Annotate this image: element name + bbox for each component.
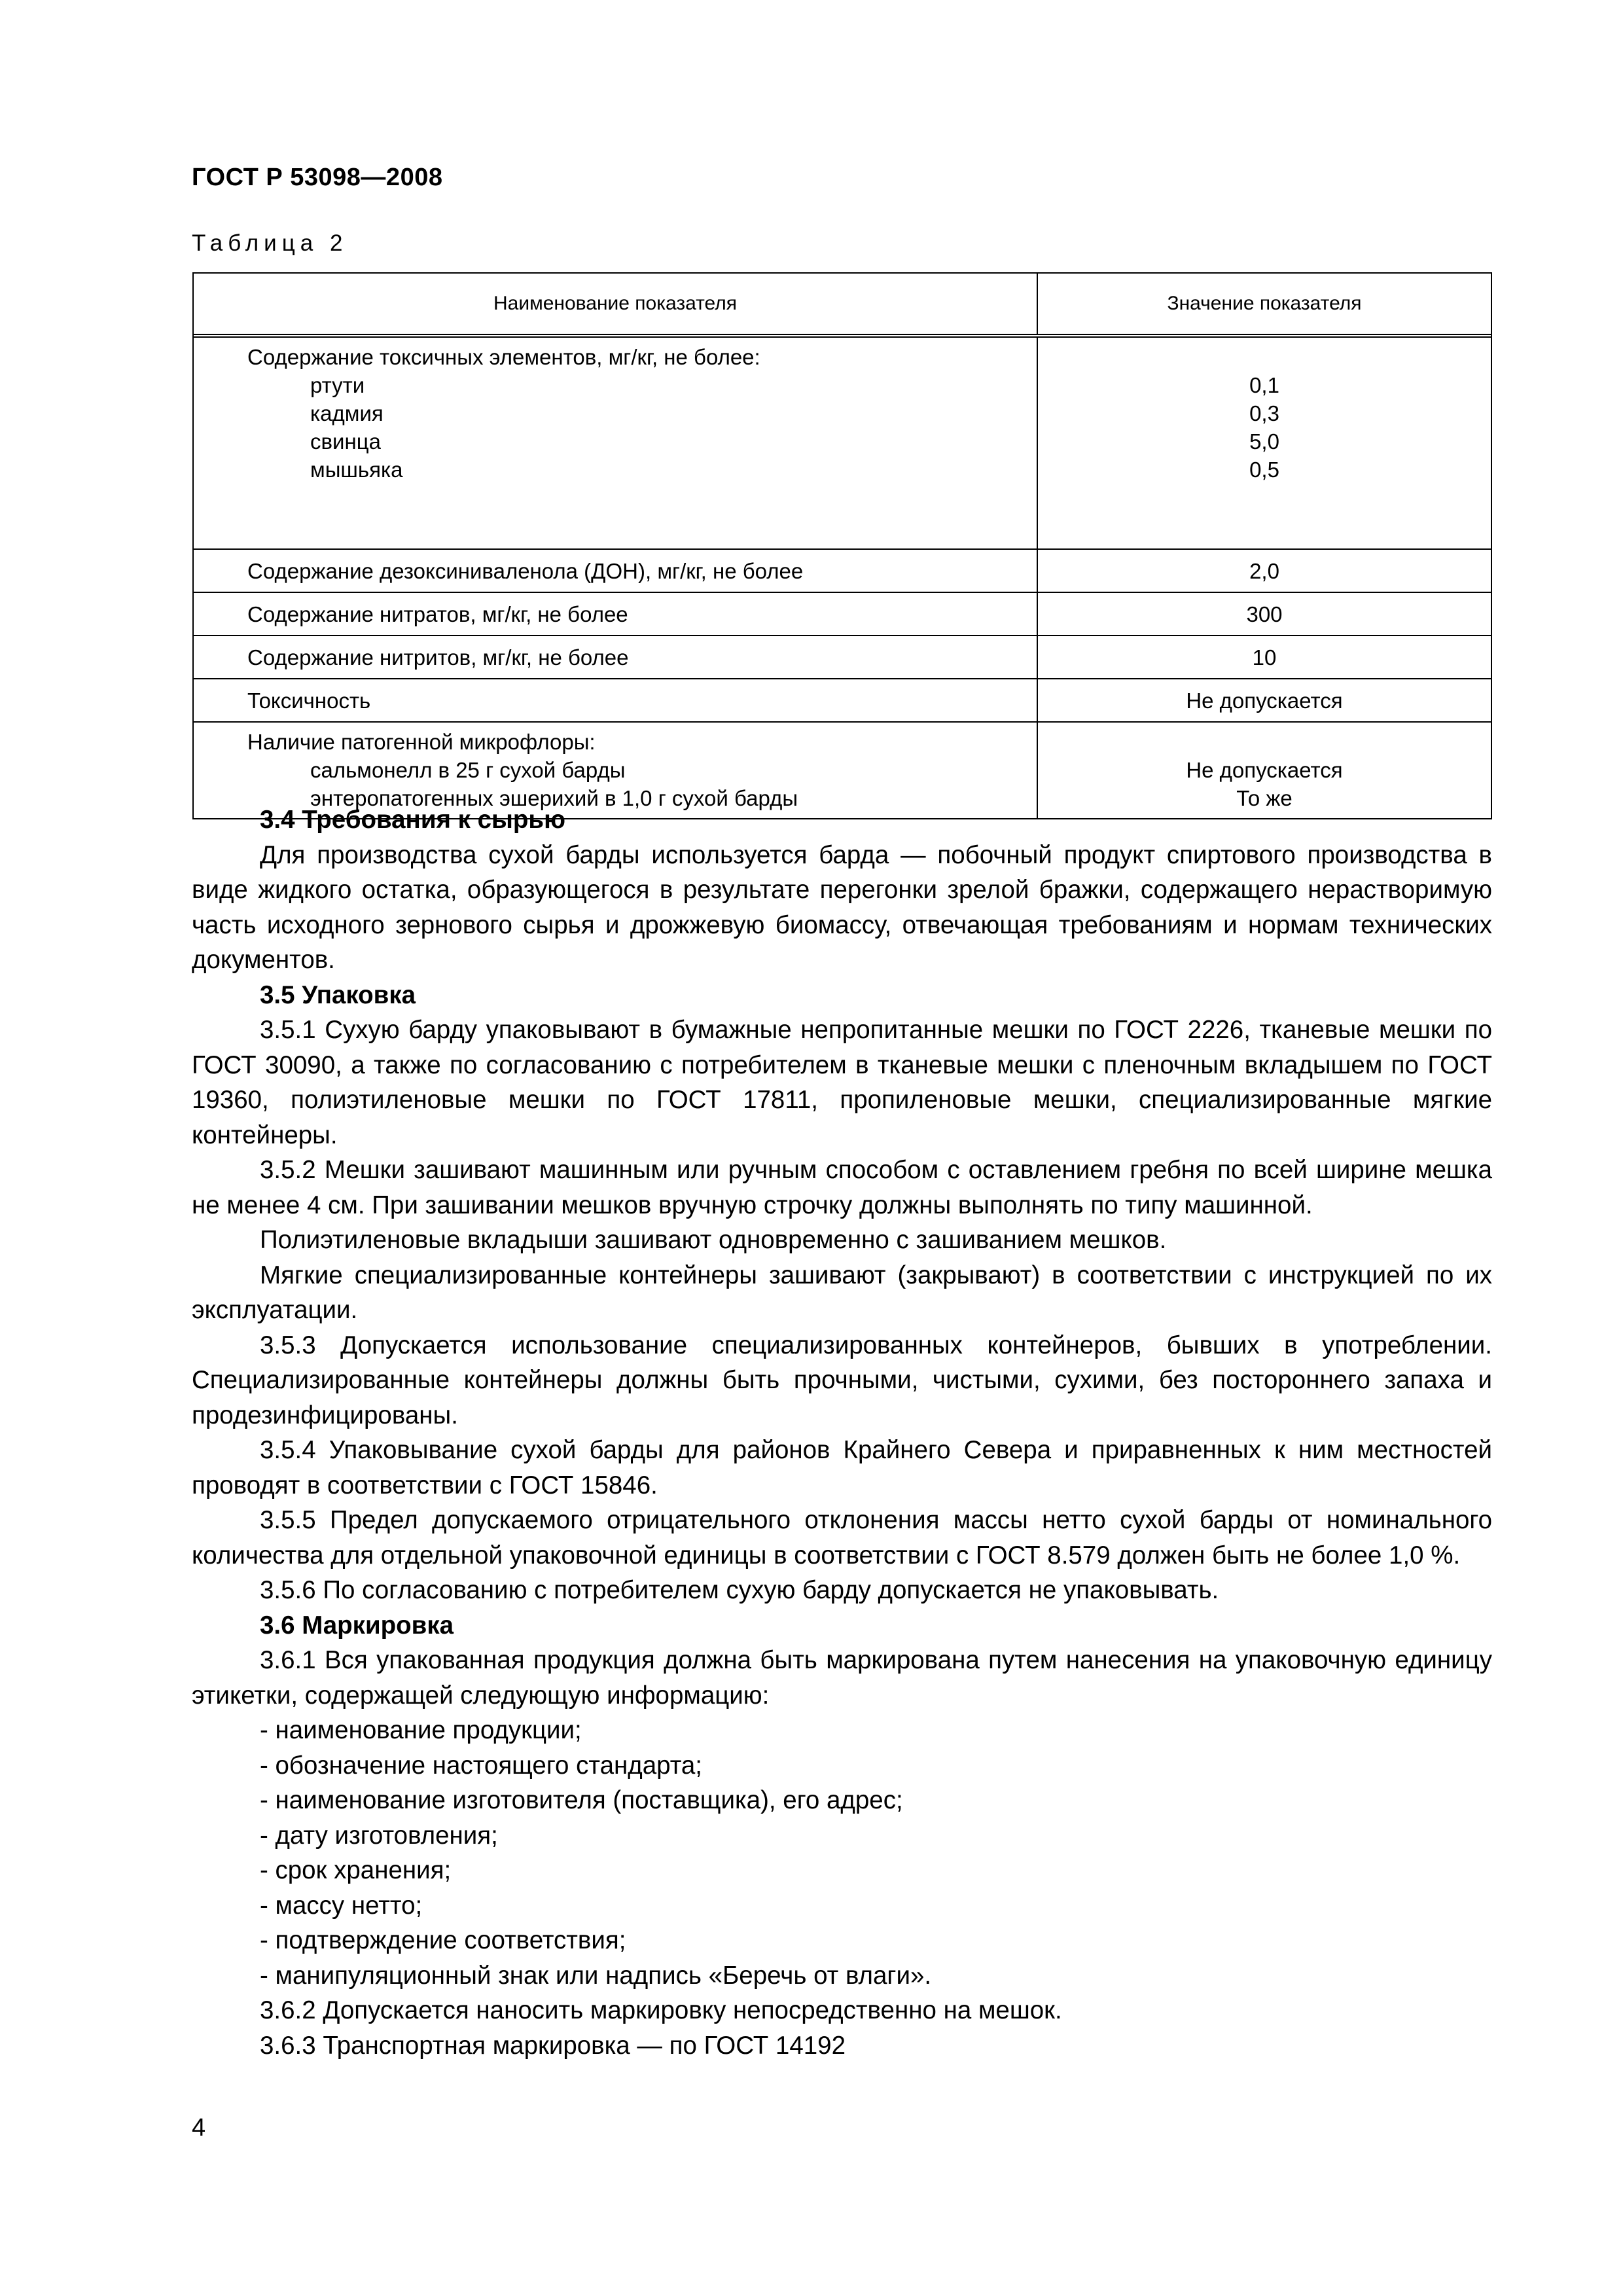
row-name: Наличие патогенной микрофлоры: <box>247 730 596 754</box>
list-item: - наименование продукции; <box>260 1716 582 1744</box>
table-header-row <box>194 274 1491 338</box>
row-subitem: ртути <box>310 373 365 397</box>
paragraph: Для производства сухой барды используется барда — побочный продукт спиртового производства в виде жидкого остатка, образующегося в результате перегонки зрелой бражки, содержащего нерастворимую часть исходного зернового сырья и дрожжевую биомассу, отвечающая требованиям и нормам технических документов. <box>192 840 1492 974</box>
row-value: То же <box>1236 786 1293 810</box>
list-item: - дату изготовления; <box>260 1821 498 1850</box>
row-value: Не допускается <box>1186 688 1343 713</box>
row-value: 0,1 <box>1249 373 1279 397</box>
row-value-cell <box>1038 338 1491 548</box>
indicators-table <box>192 272 1492 819</box>
row-name: Содержание дезоксиниваленола (ДОН), мг/кг, не более <box>194 550 1038 592</box>
document-designation: ГОСТ Р 53098—2008 <box>192 164 443 191</box>
table-row <box>194 679 1491 723</box>
list-item: - наименование изготовителя (поставщика), его адрес; <box>260 1786 903 1814</box>
row-value: 0,5 <box>1249 457 1279 482</box>
row-subitem: мышьяка <box>310 457 403 482</box>
document-body <box>192 802 1492 2063</box>
row-value: 5,0 <box>1249 429 1279 454</box>
list-item: - обозначение настоящего стандарта; <box>260 1751 703 1780</box>
row-value: Не допускается <box>1186 758 1343 782</box>
row-name: Содержание нитратов, мг/кг, не более <box>194 593 1038 635</box>
row-value: 0,3 <box>1249 401 1279 425</box>
paragraph: Мягкие специализированные контейнеры зашивают (закрывают) в соответствии с инструкцией по их эксплуатации. <box>192 1261 1492 1324</box>
row-name: Содержание токсичных элементов, мг/кг, не более: <box>247 345 760 369</box>
paragraph: 3.6.1 Вся упакованная продукция должна быть маркирована путем нанесения на упаковочную единицу этикетки, содержащей следующую информацию: <box>192 1646 1492 1710</box>
section-heading: 3.5 Упаковка <box>260 980 416 1009</box>
paragraph: 3.6.3 Транспортная маркировка — по ГОСТ 14192 <box>260 2031 846 2060</box>
column-header-value: Значение показателя <box>1167 293 1362 314</box>
table-row <box>194 593 1491 636</box>
section-heading: 3.4 Требования к сырью <box>260 806 565 834</box>
table-caption: Таблица 2 <box>192 230 348 256</box>
paragraph: 3.5.4 Упаковывание сухой барды для районов Крайнего Севера и приравненных к ним местностей проводят в соответствии с ГОСТ 15846. <box>192 1436 1492 1499</box>
row-name: Содержание нитритов, мг/кг, не более <box>194 636 1038 678</box>
section-heading: 3.6 Маркировка <box>260 1611 454 1640</box>
table-row <box>194 550 1491 593</box>
row-name: Токсичность <box>194 679 1038 721</box>
paragraph: Полиэтиленовые вкладыши зашивают одновременно с зашиванием мешков. <box>260 1226 1167 1254</box>
row-subitem: свинца <box>310 429 381 454</box>
list-item: - манипуляционный знак или надпись «Беречь от влаги». <box>260 1961 932 1990</box>
paragraph: 3.5.1 Сухую барду упаковывают в бумажные непропитанные мешки по ГОСТ 2226, тканевые мешки по ГОСТ 30090, а также по согласованию с потребителем в тканевые мешки с пленочным вкладышем по ГОСТ 19360, полиэтиленовые мешки по ГОСТ 17811, пропиленовые мешки, специализированные мягкие контейнеры. <box>192 1016 1492 1149</box>
list-item: - массу нетто; <box>260 1891 423 1920</box>
paragraph: 3.5.3 Допускается использование специализированных контейнеров, бывших в употреблении. Специализированные контейнеры должны быть прочными, чистыми, сухими, без постороннего запаха и продезинфицированы. <box>192 1331 1492 1429</box>
paragraph: 3.5.2 Мешки зашивают машинным или ручным способом с оставлением гребня по всей ширине мешка не менее 4 см. При зашивании мешков вручную строчку должны выполнять по типу машинной. <box>192 1156 1492 1219</box>
table-row <box>194 636 1491 679</box>
row-subitem: энтеропатогенных эшерихий в 1,0 г сухой барды <box>310 786 798 810</box>
row-subitem: кадмия <box>310 401 383 425</box>
paragraph: 3.5.6 По согласованию с потребителем сухую барду допускается не упаковывать. <box>260 1576 1219 1604</box>
paragraph: 3.5.5 Предел допускаемого отрицательного отклонения массы нетто сухой барды от номинального количества для отдельной упаковочной единицы в соответствии с ГОСТ 8.579 должен быть не более 1,0 %. <box>192 1506 1492 1570</box>
table-row <box>194 338 1491 550</box>
column-header-name: Наименование показателя <box>194 274 1038 334</box>
row-value: 10 <box>1252 645 1277 670</box>
row-value: 2,0 <box>1249 558 1279 583</box>
row-name-cell <box>194 338 1038 548</box>
list-item: - подтверждение соответствия; <box>260 1926 626 1954</box>
page-number: 4 <box>192 2114 206 2142</box>
list-item: - срок хранения; <box>260 1856 452 1884</box>
row-subitem: сальмонелл в 25 г сухой барды <box>310 758 626 782</box>
row-value: 300 <box>1246 601 1283 626</box>
paragraph: 3.6.2 Допускается наносить маркировку непосредственно на мешок. <box>260 1996 1062 2024</box>
